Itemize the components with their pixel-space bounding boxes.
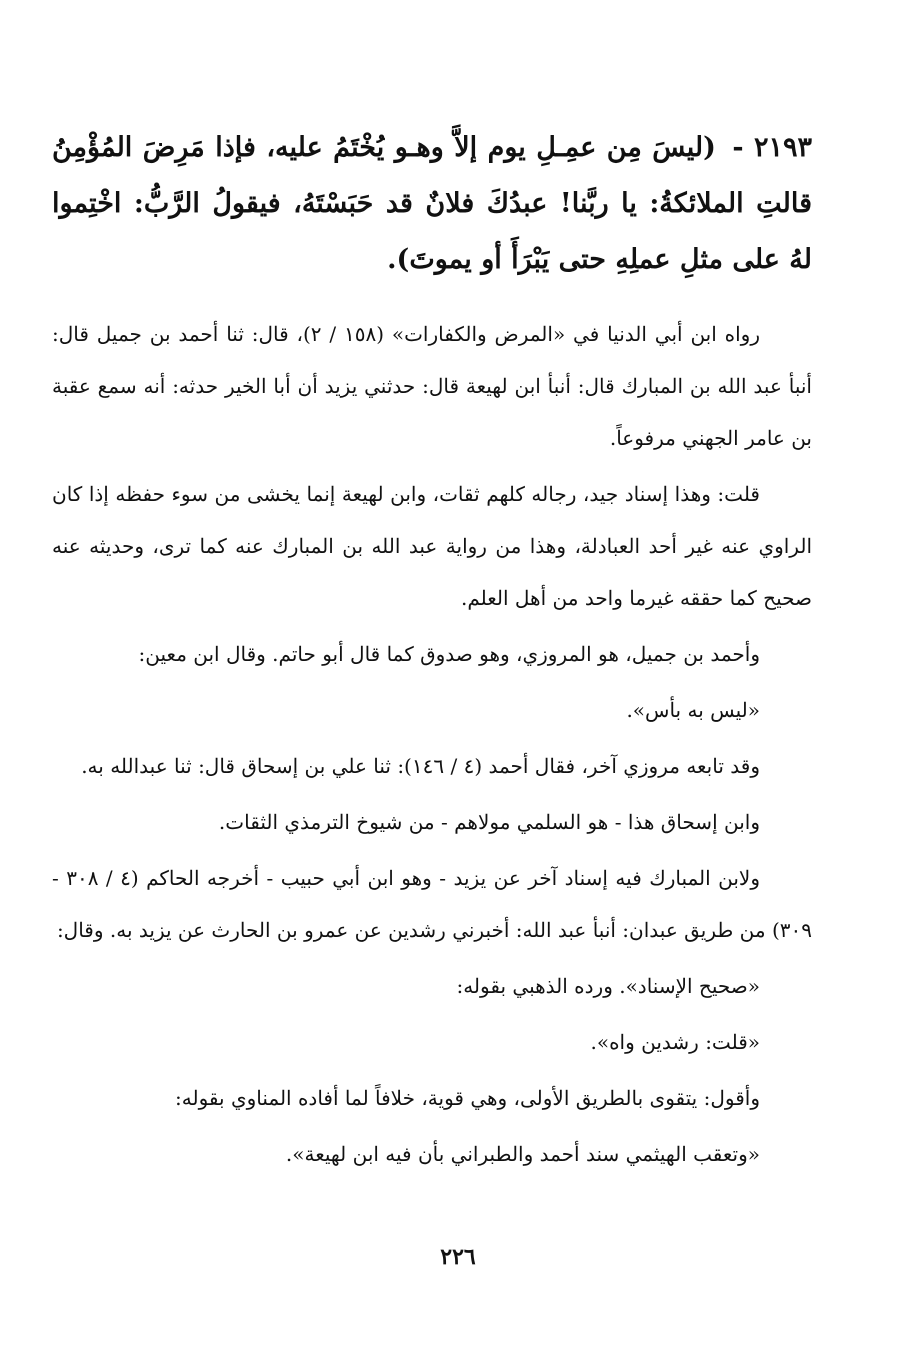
commentary-paragraph: ولابن المبارك فيه إسناد آخر عن يزيد - وهو ابن أبي حبيب - أخرجه الحاكم (٤ / ٣٠٨ - ٣٠٩) من طريق عبدان: أنبأ عبد الله: أخبرني رشدين عن عمرو بن الحارث عن يزيد به. وقال: — [52, 866, 812, 942]
commentary-paragraph: رواه ابن أبي الدنيا في «المرض والكفارات» (١٥٨ / ٢)، قال: ثنا أحمد بن جميل قال: أنبأ عبد الله بن المبارك قال: أنبأ ابن لهيعة قال: حدثني يزيد أن أبا الخير حدثه: أنه سمع عقبة بن عامر الجهني مرفوعاً. — [52, 322, 812, 450]
hadith-text — [52, 120, 812, 288]
commentary-paragraph: وقد تابعه مروزي آخر، فقال أحمد (٤ / ١٤٦): ثنا علي بن إسحاق قال: ثنا عبدالله به. — [81, 754, 760, 778]
page-body — [52, 120, 812, 1184]
commentary-paragraph: وأقول: يتقوى بالطريق الأولى، وهي قوية، خلافاً لما أفاده المناوي بقوله: — [175, 1086, 760, 1110]
quotation: «وتعقب الهيثمي سند أحمد والطبراني بأن فيه ابن لهيعة». — [285, 1142, 760, 1166]
hadith-number: ٢١٩٣ - — [732, 132, 813, 163]
commentary-paragraph: وأحمد بن جميل، هو المروزي، وهو صدوق كما قال أبو حاتم. وقال ابن معين: — [138, 642, 760, 666]
commentary-paragraph: قلت: وهذا إسناد جيد، رجاله كلهم ثقات، وابن لهيعة إنما يخشى من سوء حفظه إذا كان الراوي عنه غير أحد العبادلة، وهذا من رواية عبد الله بن المبارك عنه كما ترى، وحديثه عنه صحيح كما حققه غيرما واحد من أهل العلم. — [52, 482, 812, 610]
quotation: «قلت: رشدين واه». — [590, 1030, 760, 1054]
commentary-paragraph: وابن إسحاق هذا - هو السلمي مولاهم - من شيوخ الترمذي الثقات. — [218, 810, 760, 834]
quotation: «صحيح الإسناد». ورده الذهبي بقوله: — [456, 974, 760, 998]
hadith-matn: (ليسَ مِن عمِـلِ يوم إلاَّ وهـو يُخْتَمُ عليه، فإذا مَرِضَ المُؤْمِنُ قالتِ الملائكةُ: يا ربَّنا! عبدُكَ فلانٌ قد حَبَسْتَهُ، فيقولُ الرَّبُّ: اخْتِموا لهُ على مثلِ عملِهِ حتى يَبْرَأَ أو يموتَ). — [52, 132, 812, 275]
quotation: «ليس به بأس». — [626, 698, 760, 722]
page-number: ٢٢٦ — [440, 1244, 476, 1270]
